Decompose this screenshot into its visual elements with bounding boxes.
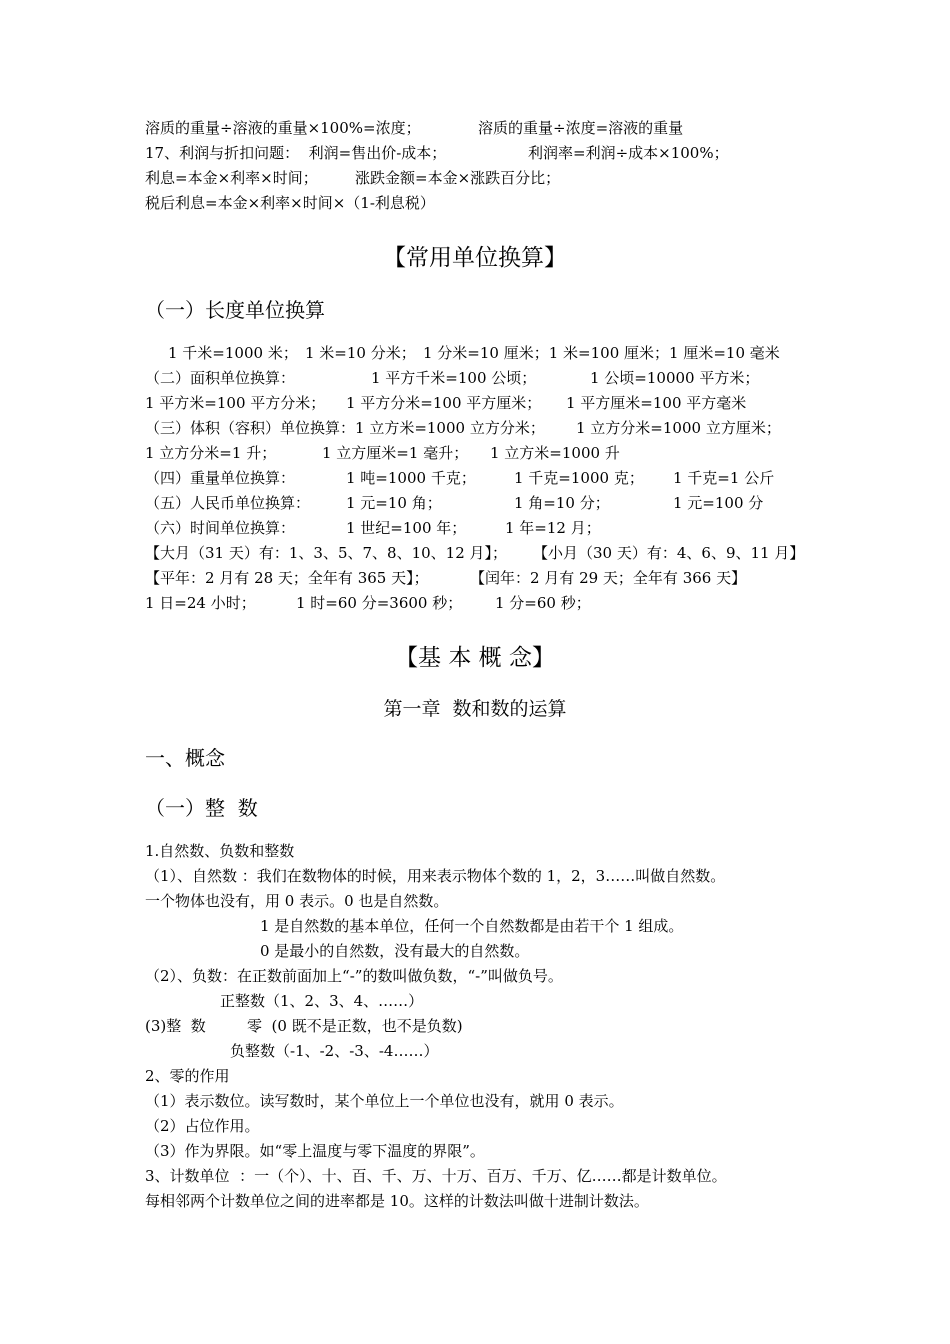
money-line-3: 1 元=100 分: [673, 494, 764, 512]
concept-line: （2）占位作用。: [145, 1117, 260, 1135]
weight-line-3: 1 千克=1 公斤: [673, 469, 775, 487]
concept-line: 一个物体也没有，用 0 表示。0 也是自然数。: [145, 892, 449, 910]
day-line-1: 1 日=24 小时；: [145, 594, 256, 612]
volume-line-1: （三）体积（容积）单位换算：1 立方米=1000 立方分米；: [145, 419, 545, 437]
money-line-2: 1 角=10 分；: [514, 494, 610, 512]
length-heading: （一）长度单位换算: [145, 298, 325, 322]
formula-change-amount: 涨跌金额=本金×涨跌百分比；: [355, 169, 561, 187]
area2-line-2: 1 平方分米=100 平方厘米；: [346, 394, 542, 412]
years-leap: 【闰年：2 月有 29 天；全年有 366 天】: [470, 569, 747, 587]
formula-profit: 17、利润与折扣问题： 利润=售出价-成本；: [145, 144, 447, 162]
volume2-line-3: 1 立方米=1000 升: [490, 444, 620, 462]
chapter-title: 第一章 数和数的运算: [383, 698, 567, 720]
area2-line-3: 1 平方厘米=100 平方毫米: [566, 394, 747, 412]
section-heading: 一、概念: [145, 746, 225, 770]
concept-line: 每相邻两个计数单位之间的进率都是 10。这样的计数法叫做十进制计数法。: [145, 1192, 649, 1210]
concept-line: （1）、自然数 ：我们在数物体的时候，用来表示物体个数的 1，2，3……叫做自然数。: [145, 867, 726, 885]
weight-line-1: 1 吨=1000 千克；: [346, 469, 476, 487]
concept-line: 2、零的作用: [145, 1067, 230, 1085]
concept-line: （2）、负数：在正数前面加上“-”的数叫做负数，“-”叫做负号。: [145, 967, 563, 985]
area-line-1: 1 平方千米=100 公顷；: [371, 369, 537, 387]
weight-line-2: 1 千克=1000 克；: [514, 469, 644, 487]
months-big: 【大月（31 天）有：1、3、5、7、8、10、12 月】；: [145, 544, 508, 562]
concepts-title: 【基 本 概 念】: [395, 645, 555, 671]
negative-integers: 负整数（-1、-2、-3、-4……）: [230, 1042, 439, 1060]
length-line-1: 1 千米=1000 米；: [168, 344, 298, 362]
concept-line: （3）作为界限。如“零上温度与零下温度的界限”。: [145, 1142, 485, 1160]
day-line-3: 1 分=60 秒；: [495, 594, 591, 612]
concept-line: （1）表示数位。读写数时，某个单位上一个单位也没有，就用 0 表示。: [145, 1092, 624, 1110]
money-heading: （五）人民币单位换算：: [145, 494, 311, 512]
money-line-1: 1 元=10 角；: [346, 494, 442, 512]
area-line-2: 1 公顷=10000 平方米；: [590, 369, 760, 387]
formula-solution-weight: 溶质的重量÷浓度=溶液的重量: [478, 119, 684, 137]
time-heading: （六）时间单位换算：: [145, 519, 296, 537]
positive-integers: 正整数（1、2、3、4、……）: [220, 992, 424, 1010]
units-title: 【常用单位换算】: [383, 245, 567, 271]
integers-label: (3)整 数: [145, 1017, 206, 1035]
concept-line: 1.自然数、负数和整数: [145, 842, 295, 860]
volume2-line-2: 1 立方厘米=1 毫升；: [322, 444, 469, 462]
concept-line: 0 是最小的自然数，没有最大的自然数。: [260, 942, 530, 960]
months-small: 【小月（30 天）有：4、6、9、11 月】: [533, 544, 805, 562]
subsection-heading: （一）整 数: [145, 796, 258, 820]
day-line-2: 1 时=60 分=3600 秒；: [296, 594, 463, 612]
concept-line: 3、计数单位 ：一（个）、十、百、千、万、十万、百万、千万、亿……都是计数单位。: [145, 1167, 727, 1185]
length-line-3: 1 分米=10 厘米；1 米=100 厘米；1 厘米=10 毫米: [423, 344, 780, 362]
concept-line: 1 是自然数的基本单位，任何一个自然数都是由若干个 1 组成。: [260, 917, 684, 935]
years-common: 【平年：2 月有 28 天；全年有 365 天】；: [145, 569, 429, 587]
formula-profit-rate: 利润率=利润÷成本×100%；: [528, 144, 729, 162]
formula-concentration: 溶质的重量÷溶液的重量×100%=浓度；: [145, 119, 421, 137]
area2-line-1: 1 平方米=100 平方分米；: [145, 394, 326, 412]
formula-interest: 利息=本金×利率×时间；: [145, 169, 318, 187]
length-line-2: 1 米=10 分米；: [305, 344, 416, 362]
weight-heading: （四）重量单位换算：: [145, 469, 296, 487]
volume-line-2: 1 立方分米=1000 立方厘米；: [576, 419, 781, 437]
zero-item: 零 (0 既不是正数，也不是负数): [247, 1017, 463, 1035]
time-line-2: 1 年=12 月；: [505, 519, 601, 537]
volume2-line-1: 1 立方分米=1 升；: [145, 444, 277, 462]
formula-after-tax-interest: 税后利息=本金×利率×时间×（1-利息税）: [145, 194, 435, 212]
time-line-1: 1 世纪=100 年；: [346, 519, 467, 537]
area-heading: （二）面积单位换算：: [145, 369, 296, 387]
